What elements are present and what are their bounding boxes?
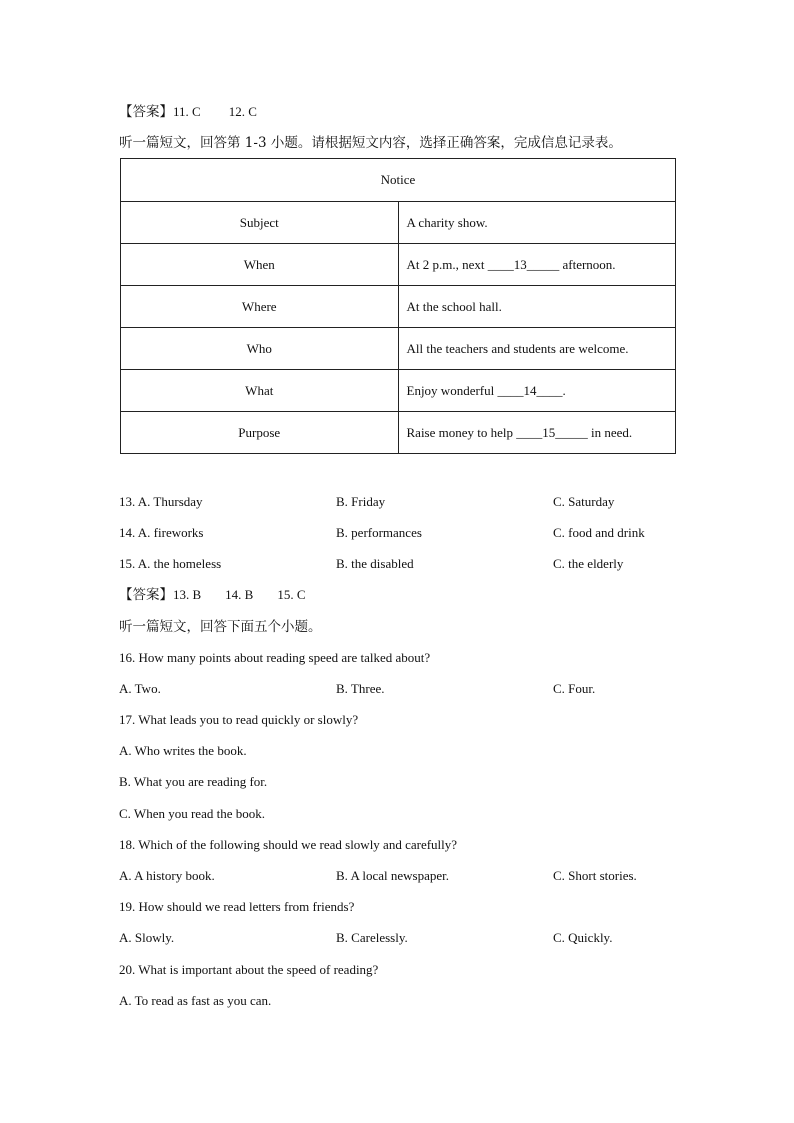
q19-option-a: A. Slowly. xyxy=(119,930,175,945)
q17-option-a: A. Who writes the book. xyxy=(119,743,247,758)
answer-tag: 【答案】 xyxy=(119,104,173,120)
answer-11: 11. C xyxy=(173,104,201,119)
q14-option-a: 14. A. fireworks xyxy=(119,525,204,540)
q18-option-a: A. A history book. xyxy=(119,868,215,883)
q16-question: 16. How many points about reading speed are talked about? xyxy=(119,650,431,665)
q14-option-c: C. food and drink xyxy=(553,525,645,540)
row-label: Purpose xyxy=(121,412,399,454)
q17-question: 17. What leads you to read quickly or slowly? xyxy=(119,712,359,727)
q18-question: 18. Which of the following should we read slowly and carefully? xyxy=(119,837,458,852)
section-intro-2: 听一篇短文，回答下面五个小题。 xyxy=(119,619,322,635)
table-row xyxy=(121,328,676,370)
blank-13: ____13_____ xyxy=(487,256,560,272)
q17-option-b: B. What you are reading for. xyxy=(119,774,268,789)
q15-option-b: B. the disabled xyxy=(336,556,414,571)
q15-option-c: C. the elderly xyxy=(553,556,624,571)
row-label: When xyxy=(121,244,399,286)
row-value: A charity show. xyxy=(398,202,676,244)
q18-option-c: C. Short stories. xyxy=(553,868,637,883)
q13-option-c: C. Saturday xyxy=(553,494,615,509)
section-intro-1: 听一篇短文，回答第 1-3 小题。请根据短文内容，选择正确答案，完成信息记录表。 xyxy=(119,135,622,151)
q19-question: 19. How should we read letters from friends? xyxy=(119,899,355,914)
table-row xyxy=(121,370,676,412)
q13-option-b: B. Friday xyxy=(336,494,386,509)
q15-option-a: 15. A. the homeless xyxy=(119,556,222,571)
q16-option-a: A. Two. xyxy=(119,681,161,696)
answer-line-2 xyxy=(119,587,306,603)
q19-option-b: B. Carelessly. xyxy=(336,930,408,945)
q13-option-a: 13. A. Thursday xyxy=(119,494,203,509)
q17-option-c: C. When you read the book. xyxy=(119,806,265,821)
notice-title: Notice xyxy=(121,159,676,202)
table-row xyxy=(121,412,676,454)
table-row xyxy=(121,244,676,286)
row-value: All the teachers and students are welcome. xyxy=(398,328,676,370)
q14-option-b: B. performances xyxy=(336,525,422,540)
answer-13: 13. B xyxy=(173,587,202,602)
answer-15: 15. C xyxy=(277,587,306,602)
row-label: What xyxy=(121,370,399,412)
row-value: At the school hall. xyxy=(398,286,676,328)
row-value: Raise money to help ____15_____ in need. xyxy=(398,412,676,454)
blank-15: ____15_____ xyxy=(516,424,588,440)
q20-option-a: A. To read as fast as you can. xyxy=(119,993,272,1008)
answer-line-1 xyxy=(119,104,257,120)
answer-14: 14. B xyxy=(225,587,254,602)
table-row xyxy=(121,202,676,244)
row-label: Who xyxy=(121,328,399,370)
table-row xyxy=(121,286,676,328)
row-value: At 2 p.m., next ____13_____ afternoon. xyxy=(398,244,676,286)
q20-question: 20. What is important about the speed of reading? xyxy=(119,962,379,977)
q16-option-b: B. Three. xyxy=(336,681,385,696)
answer-tag: 【答案】 xyxy=(119,587,173,603)
notice-table xyxy=(120,158,676,454)
answer-12: 12. C xyxy=(228,104,257,119)
notice-header-row xyxy=(121,159,676,202)
q16-option-c: C. Four. xyxy=(553,681,596,696)
q18-option-b: B. A local newspaper. xyxy=(336,868,450,883)
row-label: Subject xyxy=(121,202,399,244)
row-value: Enjoy wonderful ____14____. xyxy=(398,370,676,412)
blank-14: ____14____ xyxy=(497,382,563,398)
q19-option-c: C. Quickly. xyxy=(553,930,613,945)
row-label: Where xyxy=(121,286,399,328)
